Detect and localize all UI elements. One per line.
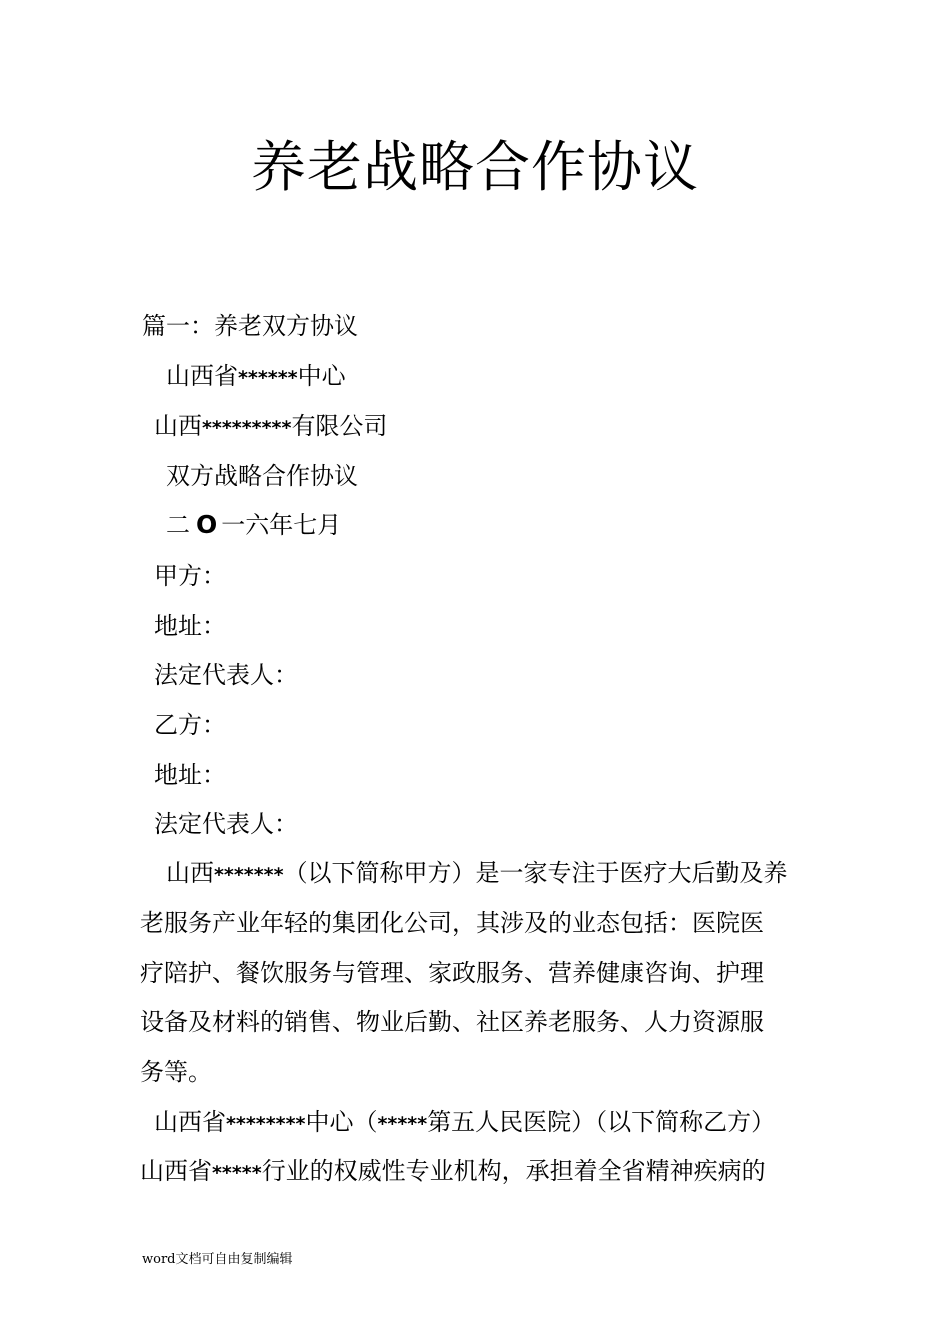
- section-heading: 篇一：养老双方协议: [142, 312, 358, 340]
- para2-line1-mid: 中心（: [305, 1108, 378, 1136]
- para2-line1-stars2: *****: [377, 1113, 428, 1135]
- para2-line1-post: 第五人民医院）（以下简称乙方）: [427, 1108, 776, 1136]
- page-footer: word文档可自由复制编辑: [142, 1252, 293, 1267]
- party-a-legal-rep-label: 法定代表人：: [154, 661, 298, 689]
- para2-line1-pre: 山西省: [154, 1108, 226, 1136]
- para2-line2-post: 行业的权威性专业机构，承担着全省精神疾病的: [261, 1157, 766, 1185]
- party-b-name-post: 有限公司: [291, 412, 388, 440]
- date-post: 一六年七月: [221, 511, 342, 539]
- paragraph-line: [166, 857, 788, 891]
- party-b-address-label: 地址：: [154, 761, 226, 789]
- para1-line1-post: （以下简称甲方）是一家专注于医疗大后勤及养: [283, 859, 788, 887]
- party-b-legal-rep-label: 法定代表人：: [154, 810, 298, 838]
- paragraph-line: 疗陪护、餐饮服务与管理、家政服务、营养健康咨询、护理: [140, 959, 764, 987]
- para1-line1-pre: 山西: [166, 859, 214, 887]
- party-a-name-stars: ******: [238, 367, 298, 389]
- paragraph-line: 设备及材料的销售、物业后勤、社区养老服务、人力资源服: [140, 1008, 764, 1036]
- para2-line2-pre: 山西省: [140, 1157, 212, 1185]
- party-b-label: 乙方：: [154, 711, 226, 739]
- party-b-name-pre: 山西: [154, 412, 202, 440]
- party-a-name-pre: 山西省: [166, 362, 238, 390]
- para2-line2-stars: *****: [212, 1162, 262, 1184]
- date-ling: O: [196, 510, 218, 539]
- date-pre: 二: [166, 511, 190, 539]
- para2-line1-stars: ********: [226, 1113, 306, 1135]
- party-a-name-line: [166, 360, 346, 394]
- party-b-name-line: [154, 410, 387, 444]
- document-title: 养老战略合作协议: [250, 135, 699, 199]
- para1-line1-stars: *******: [214, 864, 284, 886]
- party-a-name-post: 中心: [297, 362, 346, 390]
- paragraph-line: 务等。: [140, 1058, 212, 1086]
- agreement-name: 双方战略合作协议: [166, 462, 358, 490]
- paragraph-line: [154, 1106, 775, 1140]
- paragraph-line: 老服务产业年轻的集团化公司，其涉及的业态包括：医院医: [140, 909, 764, 937]
- party-b-name-stars: *********: [202, 417, 292, 439]
- paragraph-line: [140, 1155, 766, 1189]
- party-a-label: 甲方：: [154, 562, 226, 590]
- agreement-date: [166, 509, 341, 541]
- party-a-address-label: 地址：: [154, 612, 226, 640]
